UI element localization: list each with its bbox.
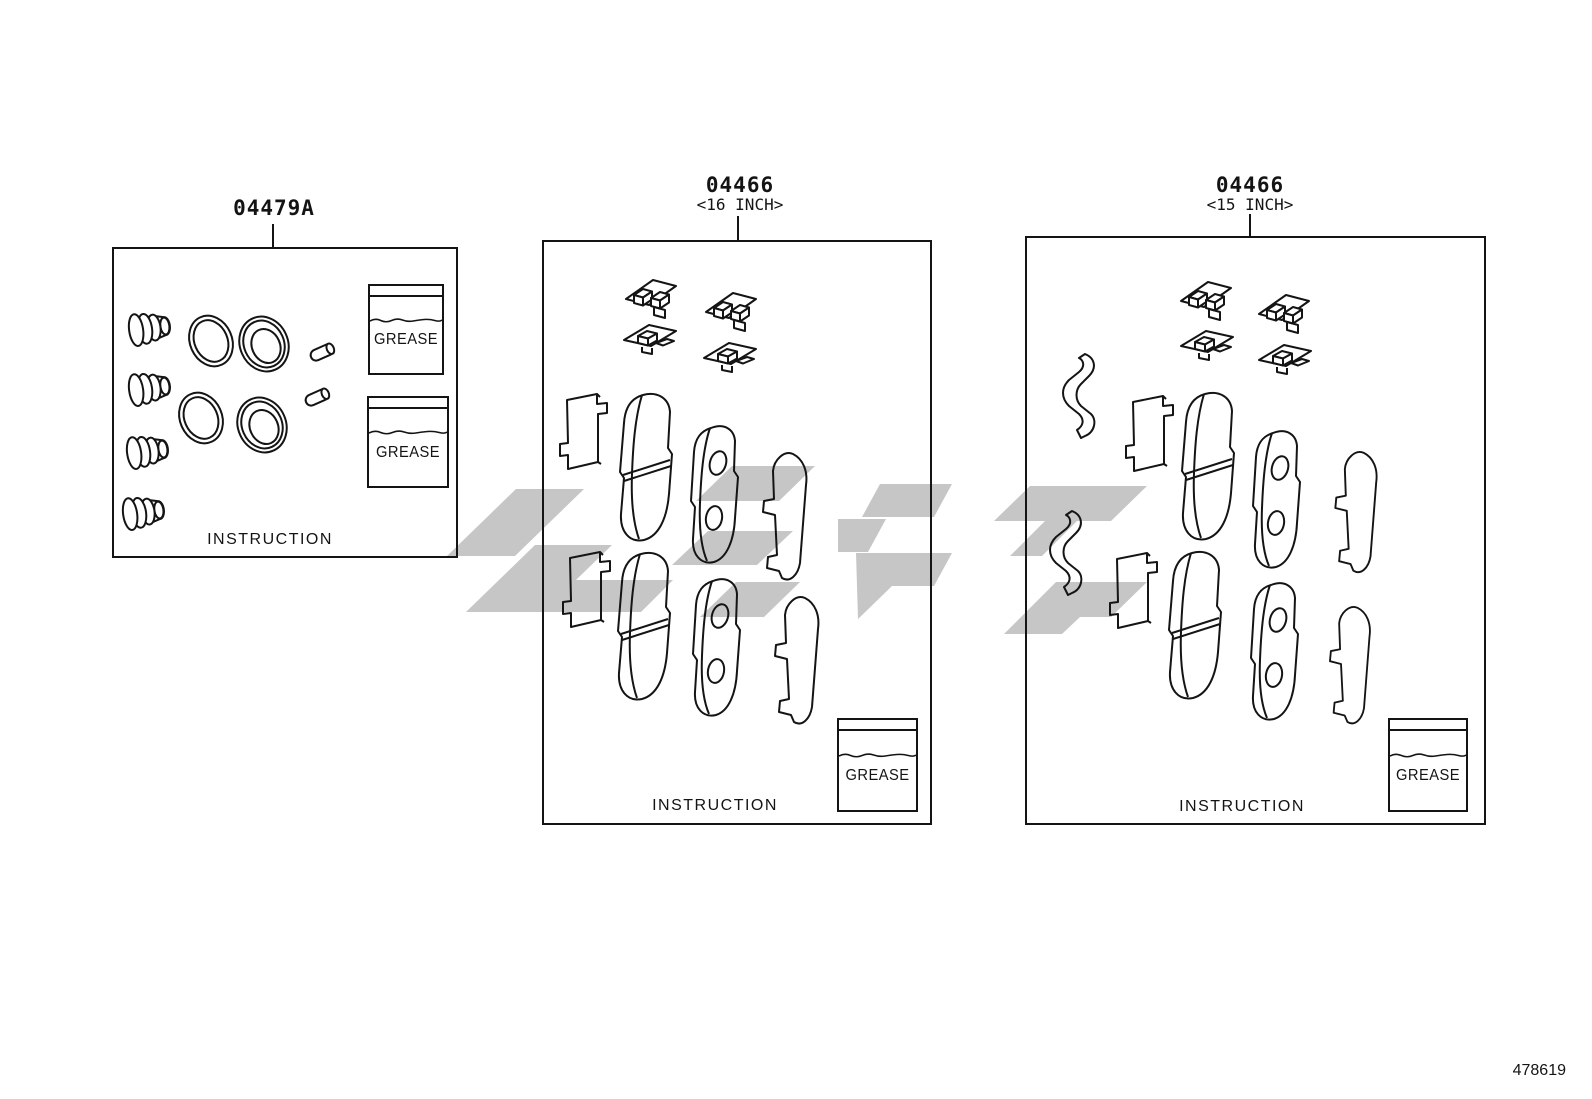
kit1-label [164,197,384,219]
kit2-instruction-label: INSTRUCTION [652,797,778,814]
kit1-part-number: 04479A [233,196,315,220]
grease-fill-line [1390,750,1466,760]
kit2-leader-line [737,216,739,240]
kit3-leader-line [1249,214,1251,236]
kit1-instruction-label: INSTRUCTION [207,531,333,548]
grease-seal-line [839,729,916,731]
grease-seal-line [1390,729,1466,731]
grease-packet [1388,718,1468,812]
grease-seal-line [369,407,447,409]
kit3-part-number: 04466 [1215,173,1285,197]
kit2-part-number: 04466 [705,173,775,197]
grease-label: GREASE [1395,766,1461,784]
grease-fill-line [369,427,447,437]
grease-fill-line [370,315,442,325]
grease-label: GREASE [375,443,441,461]
grease-fill-line [839,750,916,760]
grease-label: GREASE [845,766,910,784]
grease-packet [837,718,918,812]
document-number: 478619 [1512,1062,1566,1079]
grease-packet [367,396,449,488]
kit2-size-note: <16 INCH> [696,195,784,214]
kit3-size-note: <15 INCH> [1206,195,1294,214]
grease-label: GREASE [373,331,439,349]
kit1-leader-line [272,224,274,247]
grease-seal-line [370,295,442,297]
kit3-label [1140,174,1360,213]
grease-packet [368,284,444,375]
kit3-instruction-label: INSTRUCTION [1179,798,1305,815]
kit2-label [630,174,850,213]
